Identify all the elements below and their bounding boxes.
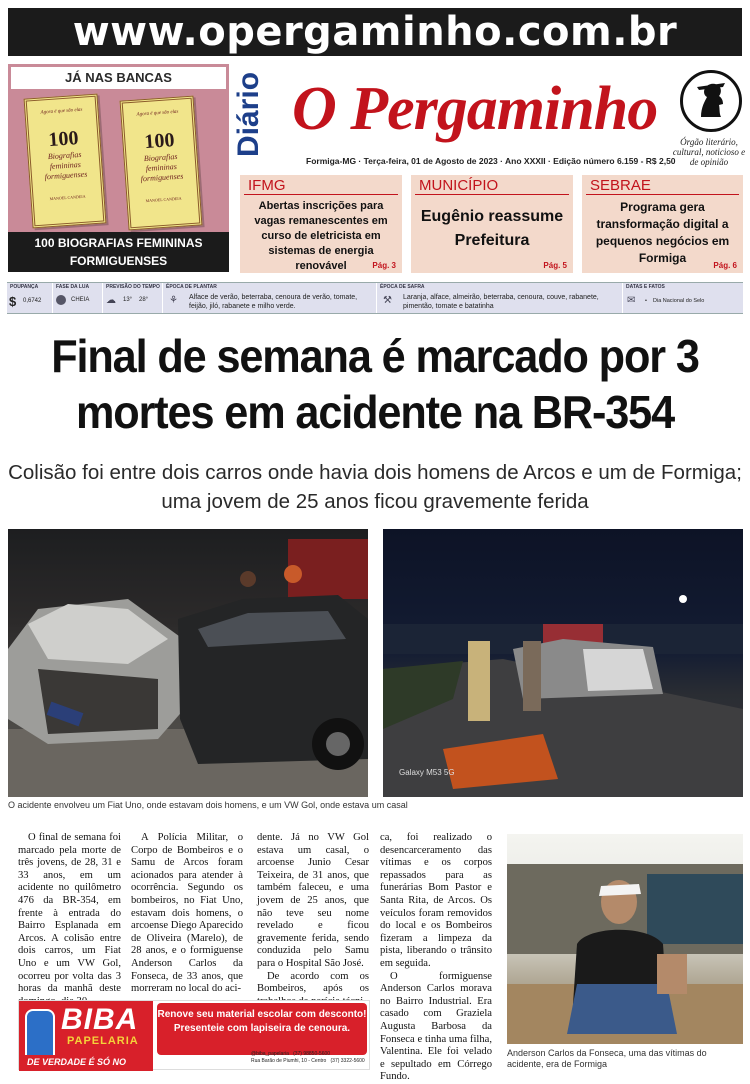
book-cover [24, 94, 107, 229]
harvest-icon: ⚒ [383, 295, 392, 306]
book-author: MANOEL CANDEIA [49, 193, 86, 202]
book-cover [120, 96, 203, 231]
article-paragraph: dente. Já no VW Gol estava um casal, o arcoense Junio Cesar Teixeira, de 31 anos, que também faleceu, e uma jovem de 25 anos, que não teve seu nome revelado e ficou gravemente ferida, sendo conduzida pelo Samu para o Hospital São José. [257, 832, 369, 969]
teaser-text: Eugênio reassume Prefeitura [420, 208, 564, 249]
crash-photo-left [8, 529, 368, 797]
edition-dateline: Formiga-MG · Terça-feira, 01 de Agosto de 2023 · Ano XXXII · Edição número 6.159 - R$ 2,50 [306, 156, 676, 166]
teaser-text: Abertas inscrições para vagas remanescentes em curso de eletricista em sistemas de energia renovável [254, 200, 388, 272]
teaser-ifmg[interactable] [240, 175, 402, 273]
newspaper-motto: Órgão literário, cultural, noticioso e de opinião [672, 137, 746, 167]
article-column-3 [257, 832, 369, 1008]
teaser-text: Programa gera transformação digital a pequenos negócios em Formiga [595, 200, 730, 265]
poupanca-label: POUPANÇA [10, 284, 39, 290]
poupanca-cell [7, 283, 53, 313]
silhouette-emblem-icon [680, 70, 742, 132]
book-title-line: formiguenses [44, 169, 88, 182]
moon-icon [56, 295, 66, 305]
ad-slogan: DE VERDADE É SÓ NO CENTRO! [19, 1055, 153, 1069]
lua-cell [53, 283, 103, 313]
teaser-tag: MUNICÍPIO [415, 175, 569, 195]
teaser-page: Pág. 6 [713, 261, 737, 270]
ad-contacts [251, 1051, 371, 1065]
site-url-banner[interactable]: www.opergaminho.com.br [8, 8, 742, 56]
article-paragraph: De acordo com os Bombeiros, após os [257, 970, 369, 995]
datas-bullet: • [645, 298, 647, 304]
teaser-page: Pág. 3 [372, 261, 396, 270]
ad-instagram[interactable]: @biba_papelaria [251, 1051, 289, 1057]
photo-caption: O acidente envolveu um Fiat Uno, onde estavam dois homens, e um VW Gol, onde estava um casal [8, 800, 408, 810]
ad-line-1: Renove seu material escolar com desconto! [157, 1009, 367, 1020]
info-strip [7, 282, 743, 314]
safra-cell [377, 283, 623, 313]
plantar-cell [163, 283, 377, 313]
article-column-4 [380, 832, 492, 1084]
book-subtitle: Agora é que são elas [40, 107, 83, 116]
plantar-label: ÉPOCA DE PLANTAR [166, 284, 217, 290]
book-title-line: Biografias [143, 151, 178, 164]
teaser-tag: SEBRAE [586, 175, 739, 195]
teaser-tag: IFMG [244, 175, 398, 195]
book-subtitle: Agora é que são elas [136, 109, 179, 118]
ad-phone-2: (37) 3322-5600 [330, 1058, 365, 1064]
datas-text: Dia Nacional do Selo [653, 298, 705, 304]
lua-label: FASE DA LUA [56, 284, 90, 290]
article-paragraph: O formiguense Anderson Carlos morava no Bairro Industrial. Era casado com Graziela Augusta Barbosa da Fonseca e tinha uma filha, Valentina. Ele foi velado e sepultado em Córrego Fundo. [380, 970, 492, 1083]
cloud-icon: ☁ [106, 295, 116, 306]
photo-watermark: Galaxy M53 5G [399, 768, 455, 777]
poupanca-value: 0,6742 [23, 298, 42, 304]
tempo-label: PREVISÃO DO TEMPO [106, 284, 160, 290]
article-column-2 [131, 832, 243, 996]
dollar-icon: $ [9, 294, 17, 309]
book-title-line: femininas [145, 161, 178, 174]
plantar-text: Alface de verão, beterraba, cenoura de verão, tomate, feijão, jiló, rabanete e milho verde. [189, 294, 358, 310]
article-paragraph: ca, foi realizado o desencarceramento das vítimas e os corpos repassados para as funerárias Bom Pastor e Santa Rita, de Arcos. Os veículos foram removidos do local e os Bombeiros fizeram a limpeza da pista, liberando o trânsito em seguida. [380, 832, 492, 969]
temp-max: 28° [139, 297, 149, 303]
book-author: MANOEL CANDEIA [145, 195, 182, 204]
ad-line-2: Presenteie com lapiseira de cenoura. [173, 1023, 351, 1034]
ad-brand-sub: PAPELARIA [67, 1035, 139, 1047]
plant-icon: ⚘ [169, 295, 178, 306]
book-title-line: Biografias [47, 149, 82, 162]
article-paragraph: O final de semana foi marcado pela morte de três jovens, de 28, 31 e 33 anos, em um acidente no quilômetro 476 da BR-354, em frente à entrada do Bairro Esplanada em Arcos. A colisão entre dois carros, um Fiat Uno e um VW Gol, ocorreu por volta das 3 horas da manhã deste [18, 832, 121, 995]
ad-brand: BIBA [61, 1003, 139, 1036]
portrait-caption: Anderson Carlos da Fonseca, uma das vítimas do acidente, era de Formiga [507, 1048, 707, 1069]
newspaper-logo[interactable]: O Pergaminho [292, 75, 658, 143]
teaser-sebrae[interactable] [582, 175, 743, 273]
promo-books [8, 92, 229, 232]
crash-photo-right [383, 529, 743, 797]
teaser-municipio[interactable] [411, 175, 573, 273]
book-title-line: formiguenses [140, 171, 184, 184]
datas-label: DATAS E FATOS [626, 284, 665, 290]
safra-text: Laranja, alface, almeirão, beterraba, cenoura, couve, rabanete, pimentão, tomate e batatinha [403, 294, 599, 310]
ad-address: Rua Barão de Piumhi, 10 - Centro [251, 1058, 327, 1064]
temp-min: 13° [123, 297, 133, 303]
safra-label: ÉPOCA DE SAFRA [380, 284, 425, 290]
lua-value: CHEIA [71, 297, 90, 303]
stamp-icon: ✉ [627, 295, 636, 306]
book-number: 100 [47, 127, 80, 152]
ad-phone-1: (37) 98850-5600 [293, 1051, 331, 1057]
article-column-1 [18, 832, 121, 1008]
biba-papelaria-ad[interactable] [18, 1000, 370, 1081]
datas-cell [623, 283, 743, 313]
main-headline: Final de semana é marcado por 3 mortes em acidente na BR-354 [51, 330, 699, 438]
book-promo [8, 64, 229, 272]
victim-portrait [507, 834, 743, 1044]
ad-message [157, 1003, 367, 1055]
tempo-cell [103, 283, 163, 313]
book-title-line: femininas [49, 159, 82, 172]
diario-label: Diário [232, 71, 265, 157]
promo-heading: JÁ NAS BANCAS [11, 67, 226, 89]
subheadline: Colisão foi entre dois carros onde havia dois homens de Arcos e um de Formiga; uma jovem de 25 anos ficou gravemente ferida [8, 461, 742, 513]
book-number: 100 [143, 129, 176, 154]
promo-footer: 100 BIOGRAFIAS FEMININAS FORMIGUENSES [8, 232, 229, 272]
article-paragraph: A Polícia Militar, o Corpo de Bombeiros e o Samu de Arcos foram acionados para atender à ocorrência. Segundo os bombeiros, no Fiat Uno, estavam dois homens, o arcoense Diego Aparecido de Oliveira (Marelo), de 28 anos, e o formiguense Anderson Carlos da Fonseca, de 33 anos, que morreram no local do aci- [131, 832, 243, 995]
teaser-page: Pág. 5 [543, 261, 567, 270]
